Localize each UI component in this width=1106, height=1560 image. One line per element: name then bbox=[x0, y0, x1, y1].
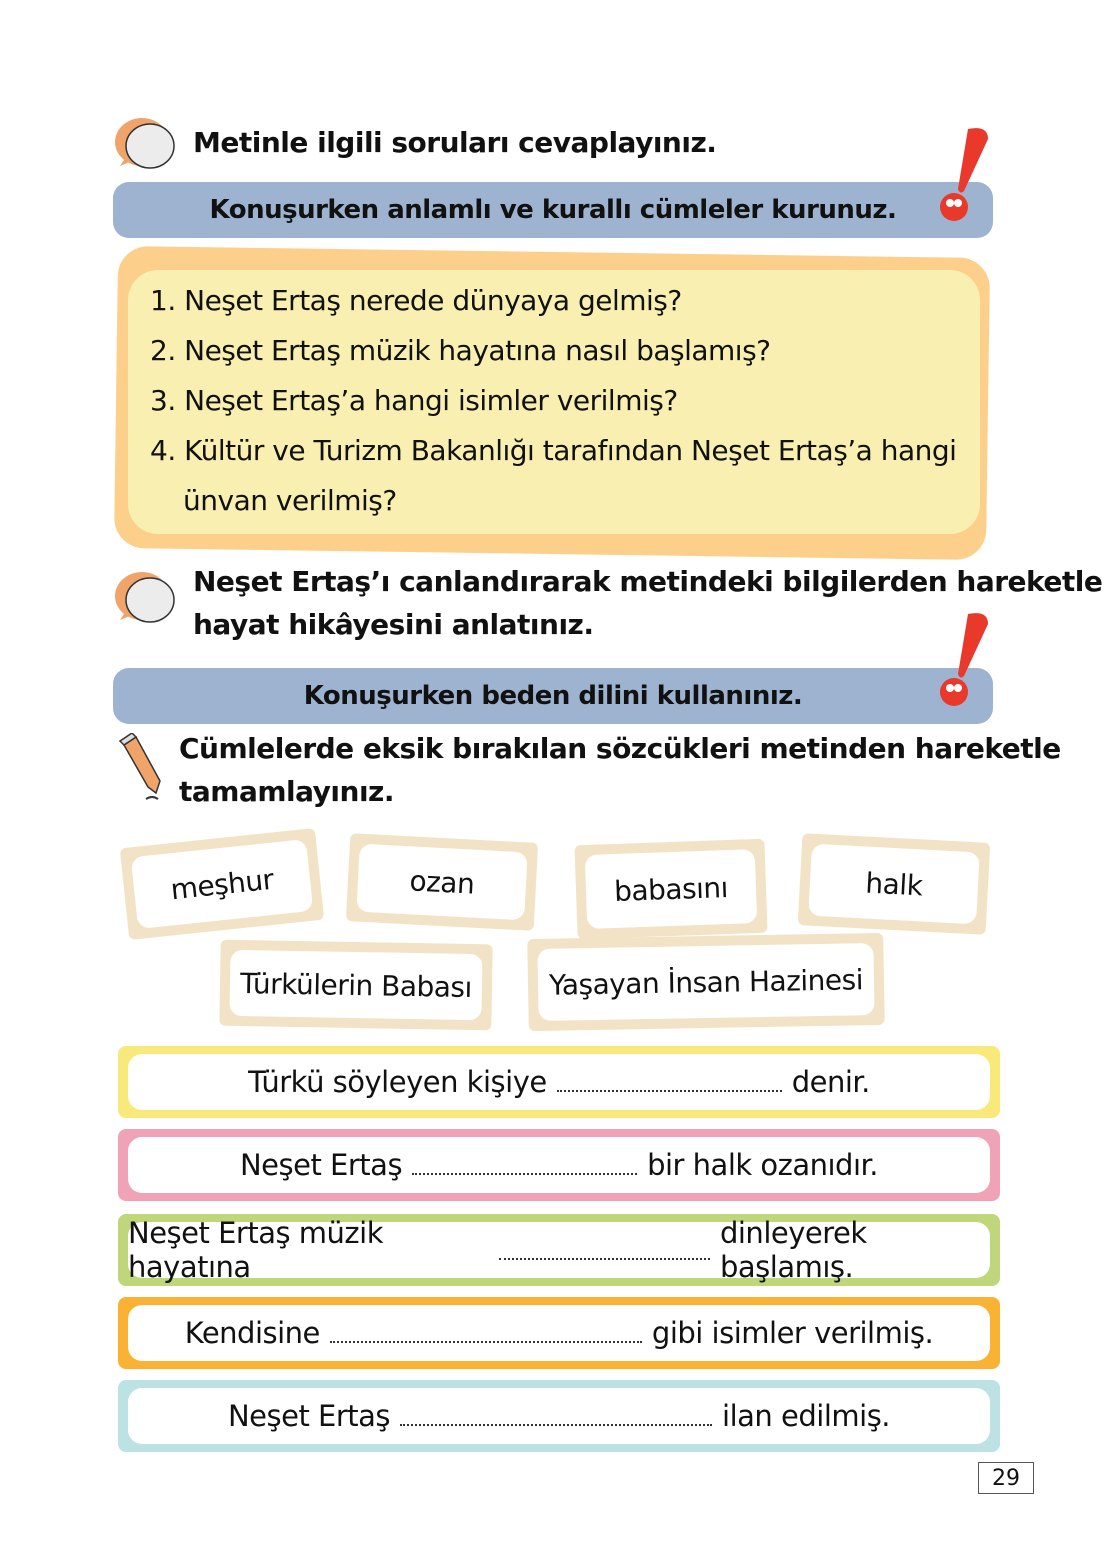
question-3: 3. Neşet Ertaş’a hangi isimler verilmiş? bbox=[150, 384, 678, 417]
blank-field[interactable] bbox=[330, 1323, 642, 1343]
blank-field[interactable] bbox=[400, 1406, 712, 1426]
question-4: 4. Kültür ve Turizm Bakanlığı tarafından Neşet Ertaş’a hangi bbox=[150, 434, 957, 467]
instruction-fill-blanks-1: Cümlelerde eksik bırakılan sözcükleri metinden hareketle bbox=[179, 732, 1061, 765]
word-card[interactable]: Türkülerin Babası bbox=[219, 940, 492, 1031]
pencil-icon bbox=[118, 733, 166, 805]
question-4-cont: ünvan verilmiş? bbox=[183, 484, 397, 517]
exclamation-mascot-icon bbox=[930, 125, 994, 225]
word-card[interactable]: meşhur bbox=[120, 828, 325, 940]
instruction-fill-blanks-2: tamamlayınız. bbox=[179, 775, 394, 808]
questions-box bbox=[128, 270, 980, 534]
page-number: 29 bbox=[978, 1462, 1034, 1494]
speech-bubble-icon bbox=[114, 116, 176, 172]
sentence-strip: Türkü söyleyen kişiye denir. bbox=[118, 1046, 1000, 1118]
instruction-life-story-1: Neşet Ertaş’ı canlandırarak metindeki bilgilerden hareketle bbox=[193, 565, 1103, 598]
exclamation-mascot-icon bbox=[930, 610, 994, 710]
blank-field[interactable] bbox=[499, 1240, 710, 1260]
sentence-strip: Neşet Ertaş müzik hayatına dinleyerek başlamış. bbox=[118, 1214, 1000, 1286]
word-card[interactable]: ozan bbox=[346, 833, 538, 931]
sentence-strip: Neşet Ertaş ilan edilmiş. bbox=[118, 1380, 1000, 1452]
word-card[interactable]: halk bbox=[798, 833, 991, 935]
tip-bar-sentences: Konuşurken anlamlı ve kurallı cümleler kurunuz. bbox=[113, 182, 993, 238]
word-card[interactable]: babasını bbox=[574, 839, 767, 940]
instruction-life-story-2: hayat hikâyesini anlatınız. bbox=[193, 608, 594, 641]
blank-field[interactable] bbox=[412, 1155, 637, 1175]
question-2: 2. Neşet Ertaş müzik hayatına nasıl başlamış? bbox=[150, 334, 771, 367]
blank-field[interactable] bbox=[557, 1072, 782, 1092]
word-card[interactable]: Yaşayan İnsan Hazinesi bbox=[527, 933, 885, 1031]
instruction-answer-questions: Metinle ilgili soruları cevaplayınız. bbox=[193, 126, 717, 159]
tip-bar-body-language: Konuşurken beden dilini kullanınız. bbox=[113, 668, 993, 724]
sentence-strip: Neşet Ertaş bir halk ozanıdır. bbox=[118, 1129, 1000, 1201]
question-1: 1. Neşet Ertaş nerede dünyaya gelmiş? bbox=[150, 284, 682, 317]
speech-bubble-icon bbox=[114, 570, 176, 626]
sentence-strip: Kendisine gibi isimler verilmiş. bbox=[118, 1297, 1000, 1369]
